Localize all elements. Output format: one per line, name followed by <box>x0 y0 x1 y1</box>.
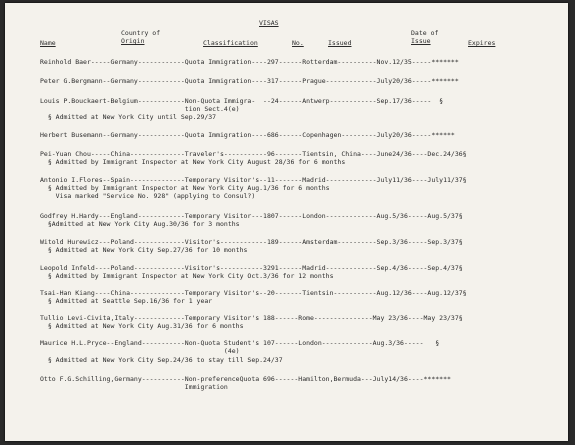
header-classification: Classification <box>203 39 258 47</box>
row-flores-note1: § Admitted by Immigrant Inspector at New York City Aug.1/36 for 6 months <box>40 184 330 192</box>
row-baer: Reinhold Baer-----Germany------------Quota Immigration----297------Rotterdam----------Nov.12/35-----******* <box>40 58 459 66</box>
header-date-line2: Issue <box>411 37 431 45</box>
row-bouckaert-cont: tion Sect.4(e) <box>40 105 240 113</box>
row-flores-note2: Visa marked "Service No. 928" (applying to Consul?) <box>40 192 256 200</box>
row-schilling-cont: Immigration <box>40 383 228 391</box>
row-chou: Pei-Yuan Chou-----China--------------Traveler's-----------96-------Tientsin, China----June24/36----Dec.24/36§ <box>40 150 467 158</box>
row-bergmann: Peter G.Bergmann--Germany------------Quota Immigration----317------Prague-------------July20/36-----******* <box>40 77 459 85</box>
header-visas: VISAS <box>259 19 279 27</box>
header-expires: Expires <box>468 39 496 47</box>
row-pryce-note: § Admitted at New York City Sep.24/36 to stay till Sep.24/37 <box>40 356 283 364</box>
header-country-line2: Origin <box>121 37 145 45</box>
header-no: No. <box>292 39 304 47</box>
row-pryce: Maurice H.L.Pryce--England-----------Non-Quota Student's 107------London-------------Aug.3/36----- § <box>40 339 440 347</box>
header-name: Name <box>40 39 56 47</box>
row-busemann: Herbert Busemann--Germany------------Quota Immigration----686------Copenhagen---------July20/36-----****** <box>40 131 455 139</box>
row-flores: Antonio I.Flores--Spain--------------Temporary Visitor's--11-------Madrid-------------July11/36----July11/37§ <box>40 176 467 184</box>
row-hardy-note: §Admitted at New York City Aug.30/36 for 3 months <box>40 220 240 228</box>
header-date-line1: Date of <box>411 29 439 37</box>
header-issued: Issued <box>328 39 352 47</box>
header-country-line1: Country of <box>121 29 161 37</box>
row-pryce-cont: (4e) <box>40 347 240 355</box>
document-page <box>5 3 568 441</box>
row-kiang-note: § Admitted at Seattle Sep.16/36 for 1 year <box>40 297 213 305</box>
row-infeld-note: § Admitted by Immigrant Inspector at New York City Oct.3/36 for 12 months <box>40 272 334 280</box>
row-kiang: Tsai-Han Kiang----China--------------Temporary Visitor's--20-------Tientsin-----------Aug.12/36----Aug.12/37§ <box>40 289 467 297</box>
row-bouckaert-note: § Admitted at New York City until Sep.29/37 <box>40 113 217 121</box>
row-levi-civita: Tullio Levi-Civita,Italy-------------Temporary Visitor's 188------Rome---------------May 23/36----May 23/37§ <box>40 314 463 322</box>
row-bouckaert: Louis P.Bouckaert-Belgium------------Non-Quota Immigra- --24------Antwerp------------Sep.17/36----- § <box>40 97 444 105</box>
row-infeld: Leopold Infeld----Poland-------------Visitor's-----------3291------Madrid-------------Sep.4/36-----Sep.4/37§ <box>40 264 463 272</box>
row-hardy: Godfrey H.Hardy---England------------Temporary Visitor---1807------London-------------Aug.5/36-----Aug.5/37§ <box>40 212 463 220</box>
row-hurewicz: Witold Hurewicz---Poland-------------Visitor's------------189------Amsterdam----------Sep.3/36-----Sep.3/37§ <box>40 238 463 246</box>
row-schilling: Otto F.G.Schilling,Germany-----------Non-preferenceQuota 696------Hamilton,Bermuda---July14/36----******* <box>40 375 451 383</box>
row-levi-civita-note: § Admitted at New York City Aug.31/36 for 6 months <box>40 322 244 330</box>
row-hurewicz-note: § Admitted at New York City Sep.27/36 for 10 months <box>40 246 248 254</box>
row-chou-note: § Admitted by Immigrant Inspector at New York City August 28/36 for 6 months <box>40 158 346 166</box>
